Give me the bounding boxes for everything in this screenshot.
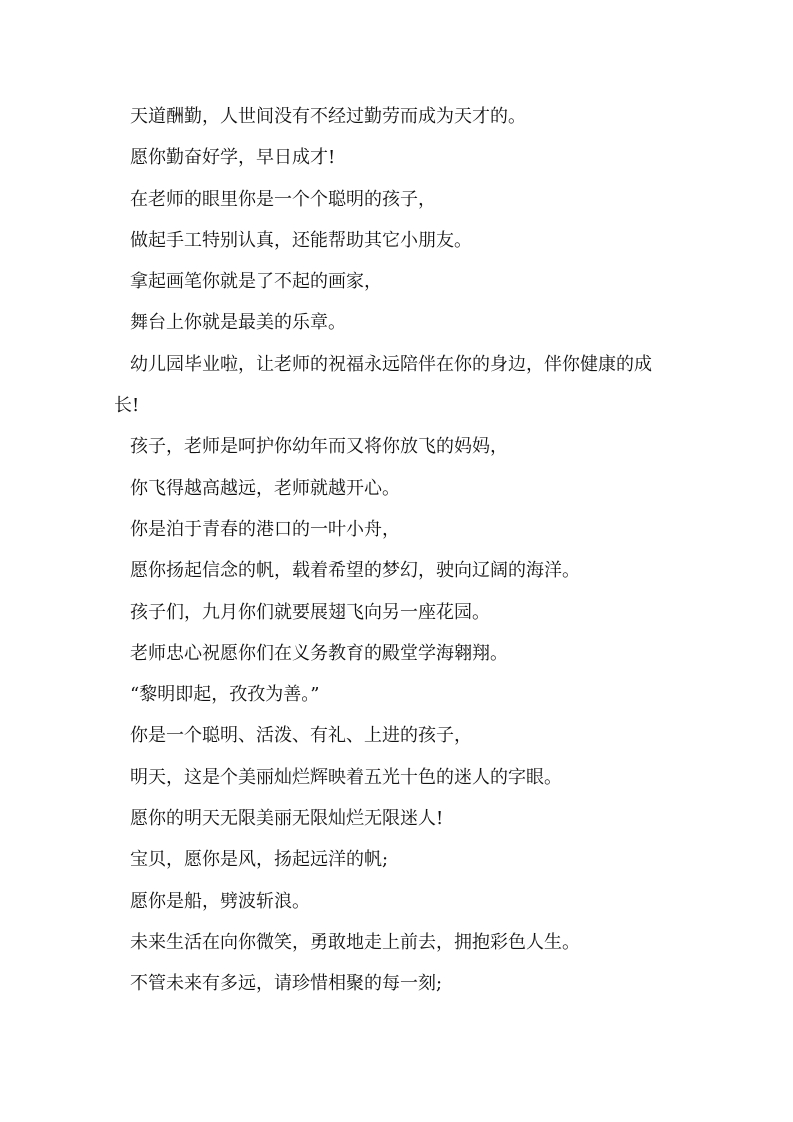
text-line: “黎明即起，孜孜为善。” bbox=[130, 684, 320, 706]
text-line: 舞台上你就是最美的乐章。 bbox=[130, 312, 346, 334]
text-line: 孩子们，九月你们就要展翅飞向另一座花园。 bbox=[130, 601, 490, 623]
text-line: 你是泊于青春的港口的一叶小舟， bbox=[130, 518, 400, 540]
text-line: 愿你扬起信念的帆，载着希望的梦幻，驶向辽阔的海洋。 bbox=[130, 560, 580, 582]
text-line: 宝贝，愿你是风，扬起远洋的帆; bbox=[130, 849, 389, 871]
text-line-continuation: 长! bbox=[114, 395, 140, 417]
text-line: 孩子，老师是呵护你幼年而又将你放飞的妈妈， bbox=[130, 436, 508, 458]
text-line: 做起手工特别认真，还能帮助其它小朋友。 bbox=[130, 229, 472, 251]
text-line: 愿你的明天无限美丽无限灿烂无限迷人! bbox=[130, 808, 444, 830]
text-line: 你是一个聪明、活泼、有礼、上进的孩子， bbox=[130, 725, 472, 747]
text-line: 明天，这是个美丽灿烂辉映着五光十色的迷人的字眼。 bbox=[130, 766, 562, 788]
text-line: 在老师的眼里你是一个个聪明的孩子， bbox=[130, 188, 436, 210]
text-line: 愿你是船，劈波斩浪。 bbox=[130, 890, 310, 912]
text-line: 不管未来有多远，请珍惜相聚的每一刻; bbox=[130, 973, 443, 995]
text-line: 拿起画笔你就是了不起的画家， bbox=[130, 271, 382, 293]
document-body bbox=[114, 96, 694, 1005]
text-line: 愿你勤奋好学，早日成才! bbox=[130, 147, 336, 169]
text-line: 你飞得越高越远，老师就越开心。 bbox=[130, 477, 400, 499]
text-line: 天道酬勤，人世间没有不经过勤劳而成为天才的。 bbox=[130, 106, 526, 127]
text-line: 幼儿园毕业啦，让老师的祝福永远陪伴在你的身边，伴你健康的成 bbox=[130, 353, 652, 375]
text-line: 未来生活在向你微笑，勇敢地走上前去，拥抱彩色人生。 bbox=[130, 931, 580, 953]
text-line: 老师忠心祝愿你们在义务教育的殿堂学海翱翔。 bbox=[130, 642, 508, 664]
